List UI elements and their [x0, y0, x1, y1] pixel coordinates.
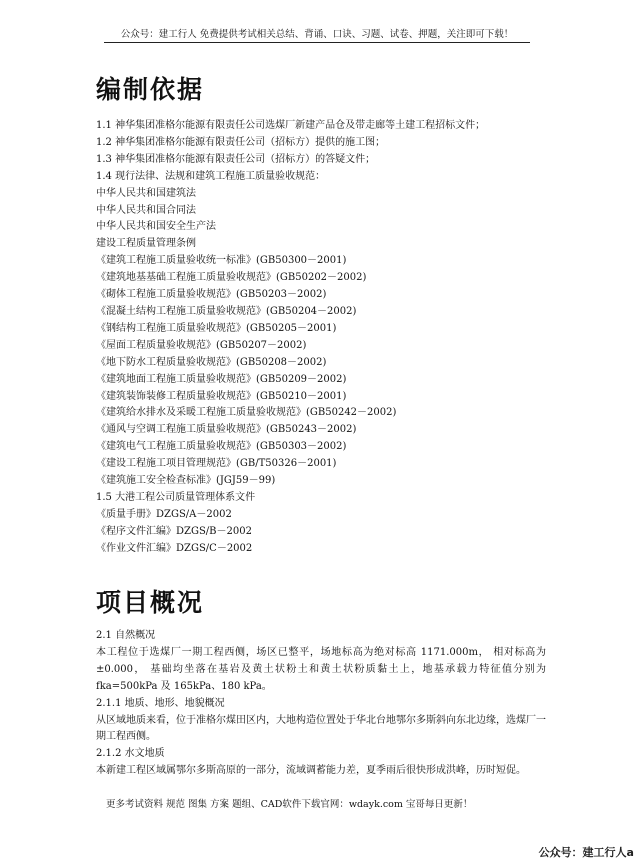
basis-line: 《建筑地面工程施工质量验收规范》(GB50209－2002)	[96, 373, 347, 385]
basis-line: 《建筑工程施工质量验收统一标准》(GB50300－2001)	[96, 255, 347, 267]
basis-line: 《作业文件汇编》DZGS/C－2002	[96, 542, 253, 554]
section-title-basis: 编制依据	[96, 75, 205, 104]
basis-line: 《建筑给水排水及采暖工程施工质量验收规范》(GB50242－2002)	[96, 407, 397, 419]
subheading-hydrology: 2.1.2 水文地质	[96, 748, 165, 760]
basis-line: 《建设工程施工项目管理规范》(GB/T50326－2001)	[96, 458, 337, 470]
basis-line: 《通风与空调工程施工质量验收规范》(GB50243－2002)	[96, 424, 357, 436]
basis-line: 《屋面工程质量验收规范》(GB50207－2002)	[96, 339, 307, 351]
page-header: 公众号：建工行人 免费提供考试相关总结、背诵、口诀、习题、试卷、押题，关注即可下载！	[120, 29, 514, 40]
watermark-text: 公众号：建工行人a	[538, 846, 634, 859]
basis-line: 《建筑电气工程施工质量验收规范》(GB50303－2002)	[96, 441, 347, 453]
overview-body	[96, 628, 556, 780]
basis-line: 1.5 大港工程公司质量管理体系文件	[96, 491, 256, 503]
section-title-overview: 项目概况	[96, 588, 205, 617]
paragraph-hydrology: 本新建工程区域属鄂尔多斯高原的一部分，流域调蓄能力差，夏季雨后很快形成洪峰，历时短促。	[96, 765, 526, 777]
basis-line: 《建筑地基基础工程施工质量验收规范》(GB50202－2002)	[96, 272, 367, 284]
basis-line: 《砌体工程施工质量验收规范》(GB50203－2002)	[96, 289, 327, 301]
basis-line: 《混凝土结构工程施工质量验收规范》(GB50204－2002)	[96, 305, 357, 317]
header-divider	[104, 42, 530, 43]
basis-line: 中华人民共和国合同法	[96, 204, 196, 216]
paragraph-natural: 本工程位于选煤厂一期工程西侧，场区已整平，场地标高为绝对标高 1171.000m， 相对标高为±0.000， 基础均坐落在基岩及黄土状粉土和黄土状粉质黏土上，地基承载力特征值分别为 fka=500kPa 及 165kPa、180 kPa。	[96, 646, 546, 692]
basis-line: 《地下防水工程质量验收规范》(GB50208－2002)	[96, 356, 327, 368]
basis-list	[96, 118, 556, 558]
subheading-natural: 2.1 自然概况	[96, 630, 156, 641]
basis-line: 1.4 现行法律、法规和建筑工程施工质量验收规范：	[96, 170, 326, 182]
basis-line: 《钢结构工程施工质量验收规范》(GB50205－2001)	[96, 322, 337, 334]
basis-line: 建设工程质量管理条例	[96, 238, 196, 250]
basis-line: 1.3 神华集团准格尔能源有限责任公司（招标方）的答疑文件；	[96, 153, 376, 165]
basis-line: 《质量手册》DZGS/A－2002	[96, 508, 232, 520]
subheading-geology: 2.1.1 地质、地形、地貌概况	[96, 697, 225, 709]
basis-line: 1.2 神华集团准格尔能源有限责任公司（招标方）提供的施工图；	[96, 136, 386, 148]
basis-line: 《建筑施工安全检查标准》(JGJ59－99)	[96, 475, 276, 487]
basis-line: 《程序文件汇编》DZGS/B－2002	[96, 525, 252, 537]
footer-note: 更多考试资料 规范 图集 方案 题组、CAD软件下载官网：wdayk.com 宝哥每日更新！	[106, 799, 473, 810]
basis-line: 1.1 神华集团准格尔能源有限责任公司选煤厂新建产品仓及带走廊等土建工程招标文件；	[96, 120, 486, 131]
basis-line: 中华人民共和国安全生产法	[96, 221, 216, 233]
paragraph-geology: 从区域地质来看，位于准格尔煤田区内，大地构造位置处于华北台地鄂尔多斯斜向东北边缘，选煤厂一期工程西侧。	[96, 714, 546, 743]
basis-line: 《建筑装饰装修工程质量验收规范》(GB50210－2001)	[96, 390, 347, 402]
basis-line: 中华人民共和国建筑法	[96, 187, 196, 199]
